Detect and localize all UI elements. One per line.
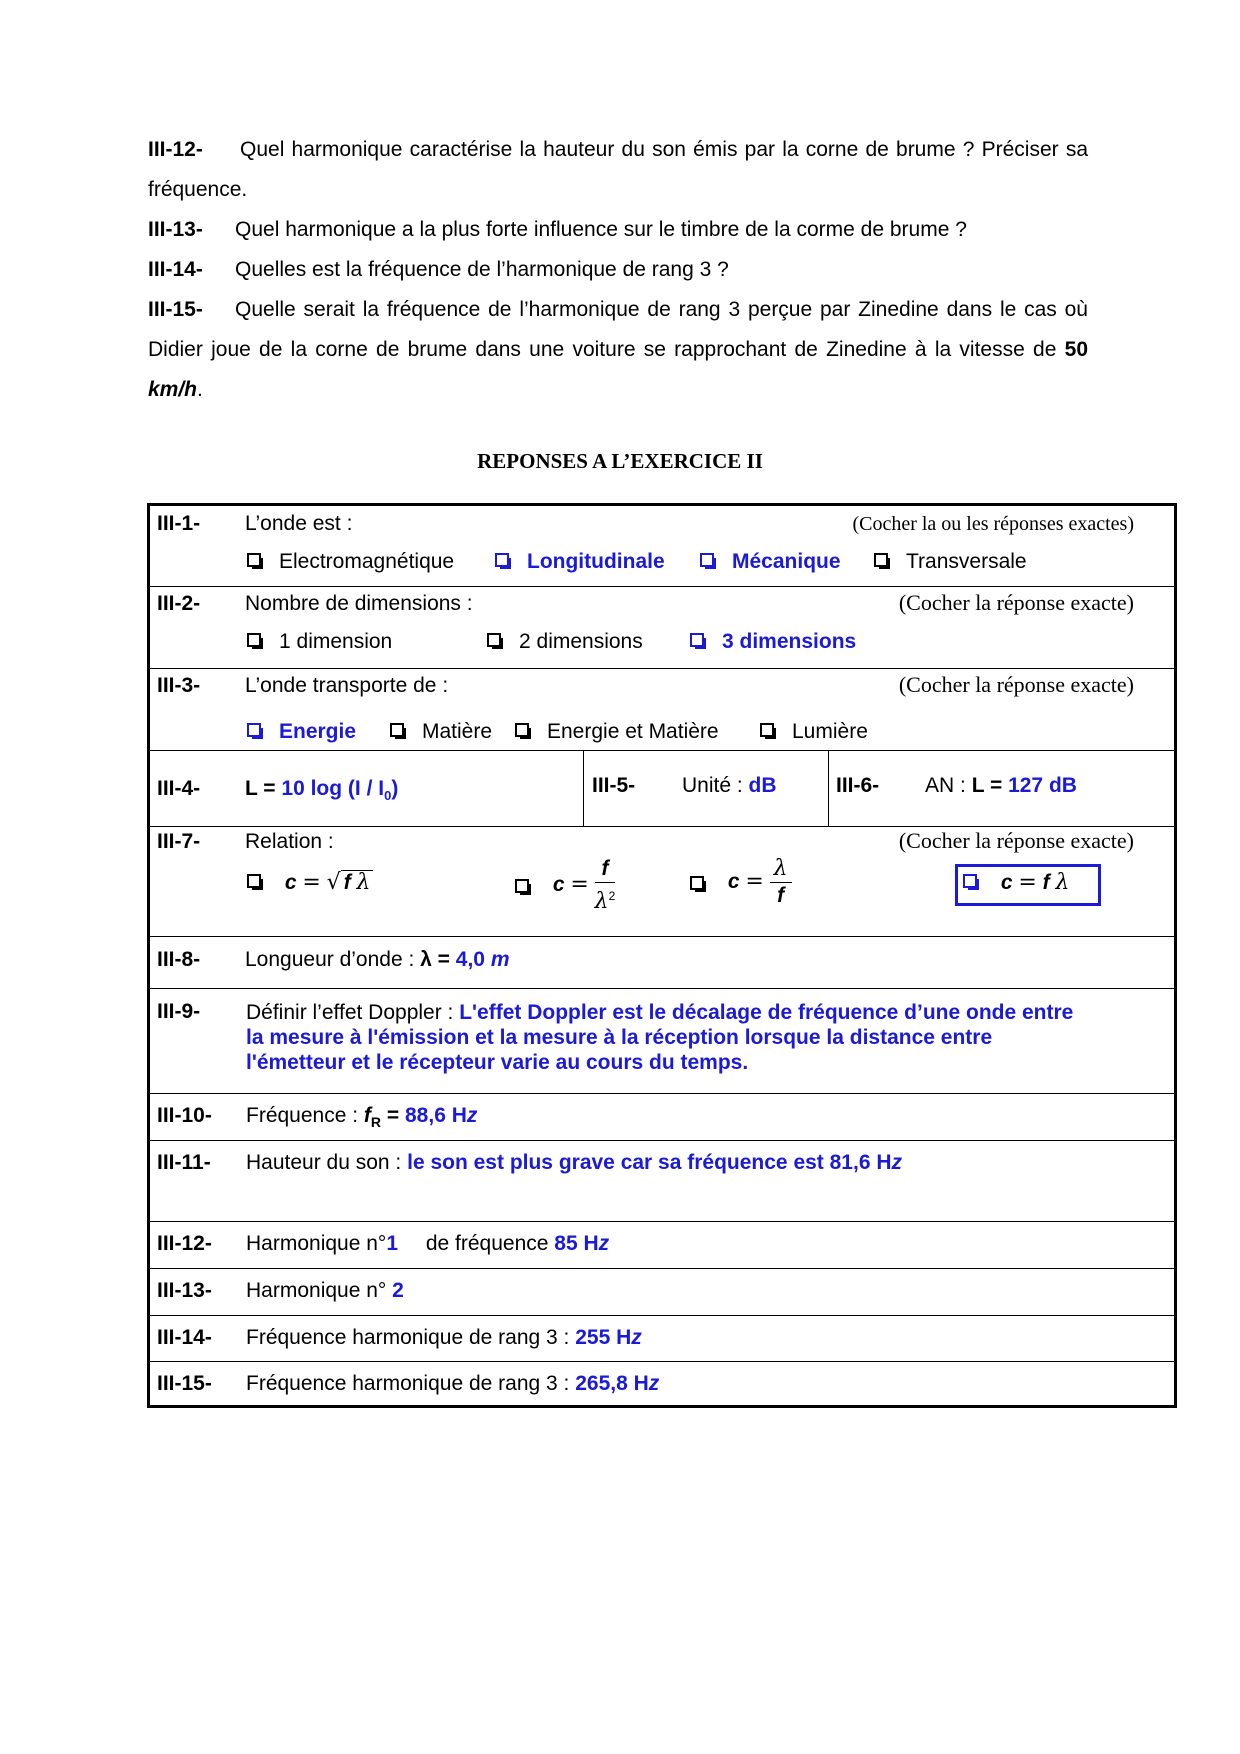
question-text: Quel harmonique caractérise la hauteur du son émis par la corne de brume ? Préciser sa fréquence. <box>148 138 1088 201</box>
row-iii-7 <box>150 826 1174 937</box>
row-number: III-1- <box>157 512 201 535</box>
question-12 <box>148 130 1088 210</box>
harmonic-timbre-answer <box>246 1279 404 1303</box>
var-f: f <box>343 871 351 894</box>
hint-text: (Cocher la réponse exacte) <box>898 590 1134 615</box>
option-electromagnetique[interactable] <box>247 550 454 574</box>
var-c: c <box>727 870 740 894</box>
option-label: 1 dimension <box>279 630 393 653</box>
checkbox-icon <box>963 874 977 888</box>
row-iii-2 <box>150 586 1174 669</box>
wavelength-answer <box>245 948 510 972</box>
row-label: Nombre de dimensions : <box>245 592 473 615</box>
checkbox-icon <box>874 553 888 567</box>
var-c: c <box>1000 871 1013 894</box>
an-l: L = <box>971 774 1003 797</box>
hint-text: (Cocher la réponse exacte) <box>898 828 1134 853</box>
row-iii-4-5-6 <box>150 750 1174 827</box>
row-iii-12 <box>150 1221 1174 1269</box>
option-2-dimensions[interactable] <box>487 630 643 654</box>
row-number: III-11- <box>157 1151 211 1174</box>
row-number: III-5- <box>592 774 636 797</box>
harmonic-frequency: 85 H <box>554 1232 599 1255</box>
row-iii-14 <box>150 1315 1174 1362</box>
row-number: III-12- <box>157 1232 212 1255</box>
unit-z: z <box>598 1232 610 1255</box>
row-iii-3 <box>150 668 1174 751</box>
var-lambda: λ <box>356 870 371 895</box>
option-label: Mécanique <box>732 550 841 573</box>
option-label: Energie et Matière <box>547 720 719 743</box>
sqrt-icon: √ <box>326 870 341 895</box>
row-number: III-2- <box>157 592 201 615</box>
row-number: III-3- <box>157 674 201 697</box>
option-relation-lambda-over-f[interactable] <box>690 856 792 909</box>
option-matiere[interactable] <box>390 720 492 744</box>
equals: = <box>1018 870 1037 895</box>
row-number: III-9- <box>157 1000 201 1023</box>
question-text: Quelles est la fréquence de l’harmonique de rang 3 ? <box>235 258 729 281</box>
question-number: III-12- <box>148 138 203 161</box>
checkbox-icon <box>247 633 261 647</box>
row-label: Fréquence harmonique de rang 3 : <box>246 1372 570 1395</box>
option-1-dimension[interactable] <box>247 630 392 654</box>
frequency-value: 88,6 H <box>405 1104 467 1127</box>
row-iii-9 <box>150 988 1174 1094</box>
option-label: Matière <box>422 720 493 743</box>
an-label: AN : <box>925 774 966 797</box>
unit-z: z <box>631 1326 642 1349</box>
answer-line-1: L'effet Doppler est le décalage de fréquence d’une onde entre <box>459 1001 1074 1024</box>
option-relation-f-lambda[interactable] <box>963 870 1069 895</box>
row-number: III-7- <box>157 830 201 853</box>
var-c: c <box>284 871 297 894</box>
intensity-formula <box>245 777 398 803</box>
exponent: 2 <box>608 889 616 903</box>
row-iii-1 <box>150 506 1174 587</box>
question-number: III-15- <box>148 298 203 321</box>
question-14 <box>148 250 1088 290</box>
equals: = <box>386 1104 400 1127</box>
fraction <box>770 856 792 909</box>
question-15 <box>148 290 1088 410</box>
equals: = <box>745 869 764 895</box>
an-answer <box>925 774 1077 798</box>
checkbox-icon <box>495 553 509 567</box>
row-number: III-15- <box>157 1372 212 1395</box>
row-iii-8 <box>150 936 1174 989</box>
unit-label: Unité : <box>682 774 743 797</box>
speed-value: 50 <box>1064 338 1088 361</box>
var-sub: R <box>370 1114 382 1131</box>
pitch-value: le son est plus grave car sa fréquence est 81,6 H <box>407 1151 892 1174</box>
checkbox-icon <box>390 723 404 737</box>
row-label: Fréquence harmonique de rang 3 : <box>246 1326 570 1349</box>
option-label: Transversale <box>906 550 1027 573</box>
option-label: Energie <box>279 720 357 743</box>
var-f: f <box>777 884 785 907</box>
row-label: Relation : <box>245 830 334 853</box>
row-number: III-6- <box>836 774 880 797</box>
var-f: f <box>595 856 616 883</box>
checkbox-icon <box>247 874 261 888</box>
row-number: III-10- <box>157 1104 212 1127</box>
row-label: L’onde transporte de : <box>245 674 449 697</box>
row-iii-11 <box>150 1140 1174 1222</box>
unit-answer <box>682 774 777 798</box>
column-divider <box>583 750 584 826</box>
row-number: III-14- <box>157 1326 212 1349</box>
row-number: III-4- <box>157 777 201 800</box>
doppler-answer <box>246 1000 1073 1075</box>
checkbox-icon <box>247 723 261 737</box>
row-label: Harmonique n° <box>246 1232 387 1255</box>
frequency-answer <box>246 1104 477 1130</box>
option-label: 2 dimensions <box>519 630 643 653</box>
unit-value: dB <box>748 774 777 797</box>
answer-line-3: l'émetteur et le récepteur varie au cours du temps. <box>246 1051 749 1074</box>
row-iii-10 <box>150 1093 1174 1141</box>
question-number: III-14- <box>148 258 203 281</box>
harmonic-3-frequency: 255 H <box>575 1326 632 1349</box>
formula-sub: 0 <box>384 788 392 804</box>
hint-text: (Cocher la ou les réponses exactes) <box>852 513 1134 535</box>
row-label: Harmonique n° <box>246 1279 387 1302</box>
checkbox-icon <box>760 723 774 737</box>
harmonic-3-answer <box>246 1326 642 1350</box>
question-number: III-13- <box>148 218 203 241</box>
question-text: Quelle serait la fréquence de l’harmonique de rang 3 perçue par Zinedine dans le cas où Didier joue de la corne de brume dans une voiture se rapprochant de Zinedine à la vitesse de <box>148 298 1088 361</box>
option-transversale[interactable] <box>874 550 1027 574</box>
wavelength-unit: m <box>490 948 510 971</box>
hint-text: (Cocher la réponse exacte) <box>898 672 1134 697</box>
answers-table <box>147 503 1177 1408</box>
row-label: Longueur d’onde : <box>245 948 415 971</box>
var-lambda: λ <box>1055 870 1070 895</box>
option-3-dimensions[interactable] <box>690 630 856 654</box>
var-lambda: λ <box>770 856 792 883</box>
row-label: L’onde est : <box>245 512 353 535</box>
pitch-answer <box>246 1151 902 1175</box>
option-energie-et-matiere[interactable] <box>515 720 719 744</box>
question-text: Quel harmonique a la plus forte influence sur le timbre de la corme de brume ? <box>235 218 967 241</box>
option-mecanique[interactable] <box>700 550 841 574</box>
harmonic-number: 2 <box>392 1279 404 1302</box>
row-label-2: de fréquence <box>425 1232 549 1255</box>
checkbox-icon <box>487 633 501 647</box>
var-f: f <box>363 1104 371 1127</box>
wavelength-value: 4,0 <box>455 948 485 971</box>
unit-z: z <box>891 1151 903 1174</box>
equals: = <box>570 872 589 898</box>
harmonic-number: 1 <box>386 1232 398 1255</box>
formula-close: ) <box>391 777 399 800</box>
question-end: . <box>197 378 203 401</box>
row-number: III-13- <box>157 1279 212 1302</box>
option-lumiere[interactable] <box>760 720 868 744</box>
questions-block <box>148 130 1088 410</box>
checkbox-icon <box>247 553 261 567</box>
option-label: Longitudinale <box>527 550 665 573</box>
answer-line-2: la mesure à l'émission et la mesure à la réception lorsque la distance entre <box>246 1026 993 1049</box>
option-label: Electromagnétique <box>279 550 455 573</box>
row-iii-13 <box>150 1268 1174 1316</box>
option-relation-f-over-lambda2[interactable] <box>515 856 615 915</box>
unit-z: z <box>466 1104 478 1127</box>
option-relation-sqrt[interactable] <box>247 870 373 895</box>
question-13 <box>148 210 1088 250</box>
var-f: f <box>1042 871 1050 894</box>
checkbox-icon <box>690 876 704 890</box>
var-c: c <box>552 873 565 897</box>
an-value: 127 dB <box>1008 774 1077 797</box>
answers-title: REPONSES A L’EXERCICE II <box>477 449 763 473</box>
row-iii-15 <box>150 1361 1174 1408</box>
column-divider <box>828 750 829 826</box>
speed-unit: km/h <box>148 378 198 401</box>
checkbox-icon <box>515 723 529 737</box>
row-label: Fréquence : <box>246 1104 359 1127</box>
option-label: 3 dimensions <box>722 630 857 653</box>
row-number: III-8- <box>157 948 201 971</box>
row-label: Définir l’effet Doppler : <box>246 1001 454 1024</box>
var-lambda: λ <box>594 889 609 914</box>
formula-l: L = <box>245 777 276 800</box>
checkbox-icon <box>515 879 529 893</box>
row-label: Hauteur du son : <box>246 1151 402 1174</box>
formula-text: 10 log (I / I <box>281 777 385 800</box>
option-label: Lumière <box>792 720 868 743</box>
harmonic-3-perceived-frequency: 265,8 H <box>575 1372 649 1395</box>
equals: = <box>302 870 321 895</box>
harmonic-answer <box>246 1232 609 1256</box>
harmonic-3-doppler-answer <box>246 1372 659 1396</box>
option-longitudinale[interactable] <box>495 550 665 574</box>
fraction <box>595 856 616 915</box>
checkbox-icon <box>700 553 714 567</box>
lambda-symbol: λ = <box>420 948 450 971</box>
unit-z: z <box>648 1372 660 1395</box>
option-energie[interactable] <box>247 720 356 744</box>
checkbox-icon <box>690 633 704 647</box>
